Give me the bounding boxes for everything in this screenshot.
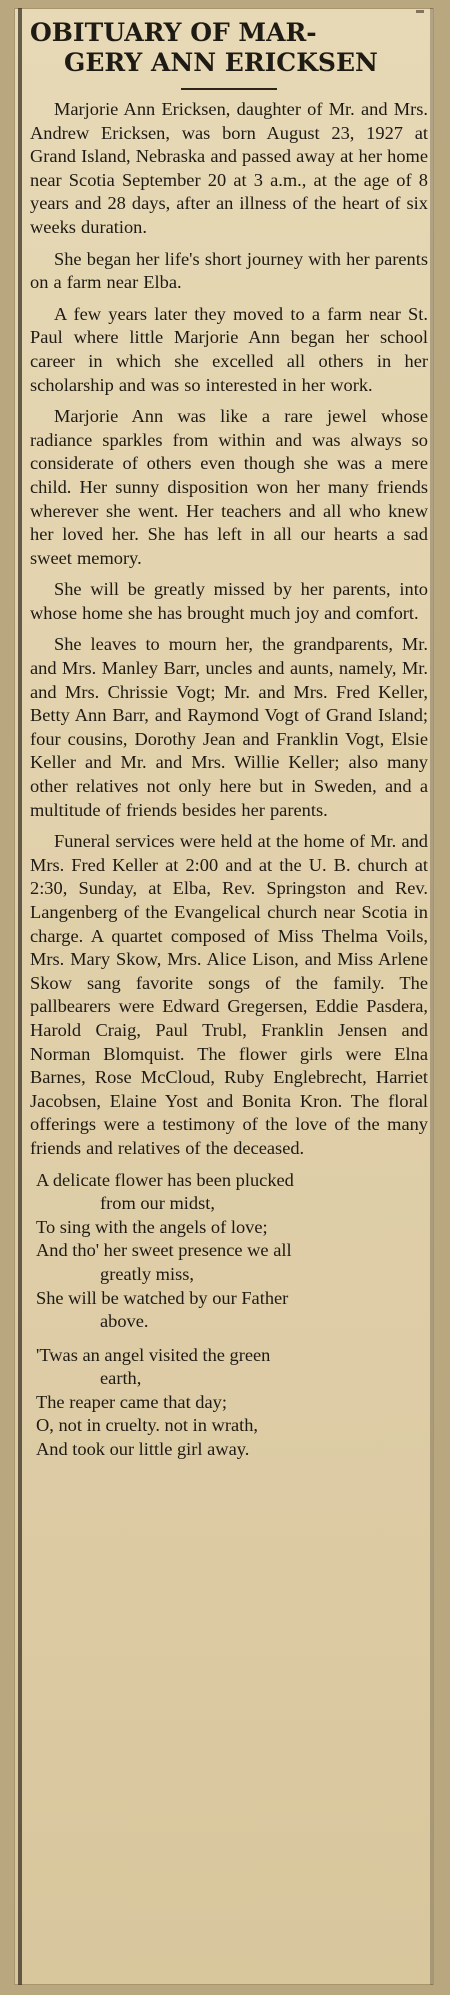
memorial-poem: [30, 1169, 428, 1462]
paragraph-school: A few years later they moved to a farm near St. Paul where little Marjorie Ann began her school career in which she excelled all others in her scholarship and was so interested in her work.: [30, 303, 428, 395]
poem-line: A delicate flower has been plucked: [36, 1169, 294, 1190]
headline-line-2: GERY ANN ERICKSEN: [64, 48, 378, 77]
column-rule-right: [430, 8, 433, 1985]
paragraph-missed: She will be greatly missed by her parents, into whose home she has brought much joy and comfort.: [30, 579, 428, 623]
poem-line: 'Twas an angel visited the green: [36, 1344, 271, 1365]
poem-line: The reaper came that day;: [36, 1391, 227, 1412]
paragraph-early-life: She began her life's short journey with her parents on a farm near Elba.: [30, 248, 428, 293]
paragraph-character: Marjorie Ann was like a rare jewel whose radiance sparkles from within and was always so considerate of others even though she was a mere child. Her sunny disposition won her many friends wherever she went. Her teachers and all who knew her loved her. She has left in all our hearts a sad sweet memory.: [30, 406, 428, 568]
poem-line-continuation: above.: [100, 1311, 149, 1332]
column-rule-left: [18, 8, 22, 1985]
poem-line-continuation: greatly miss,: [100, 1263, 194, 1284]
obituary-article: [30, 12, 428, 1472]
poem-line-continuation: earth,: [100, 1368, 142, 1389]
poem-stanza-1: [30, 1169, 428, 1334]
paragraph-funeral: Funeral services were held at the home of Mr. and Mrs. Fred Keller at 2:00 and at the U. B. church at 2:30, Sunday, at Elba, Rev. Springston and Rev. Langenberg of the Evangelical church near Scotia in charge. A quartet composed of Miss Thelma Voils, Mrs. Mary Skow, Mrs. Alice Lison, and Miss Arlene Skow sang favorite songs of the family. The pallbearers were Edward Gregersen, Eddie Pasdera, Harold Craig, Paul Trubl, Franklin Jensen and Norman Blomquist. The flower girls were Elna Barnes, Rose McCloud, Ruby Englebrecht, Harriet Jacobsen, Elaine Yost and Bonita Kron. The floral offerings were a testimony of the love of the many friends and relatives of the deceased.: [30, 831, 428, 1158]
poem-line-continuation: from our midst,: [100, 1193, 215, 1214]
poem-line: O, not in cruelty. not in wrath,: [36, 1415, 259, 1436]
poem-line: She will be watched by our Father: [36, 1287, 289, 1308]
poem-line: To sing with the angels of love;: [36, 1216, 268, 1237]
headline-line-1: OBITUARY OF MAR-: [30, 18, 317, 47]
headline: [30, 18, 428, 78]
poem-line: And tho' her sweet presence we all: [36, 1240, 292, 1261]
paragraph-survivors: She leaves to mourn her, the grandparents, Mr. and Mrs. Manley Barr, uncles and aunts, namely, Mr. and Mrs. Chrissie Vogt; Mr. and Mrs. Fred Keller, Betty Ann Barr, and Raymond Vogt of Grand Island; four cousins, Dorothy Jean and Franklin Vogt, Elsie Keller and Mr. and Mrs. Willie Keller; also many other relatives not only here but in Sweden, and a multitude of friends besides her parents.: [30, 634, 428, 820]
headline-divider: [181, 88, 277, 90]
poem-stanza-2: [30, 1344, 428, 1462]
poem-line: And took our little girl away.: [36, 1439, 250, 1460]
paragraph-birth: Marjorie Ann Ericksen, daughter of Mr. and Mrs. Andrew Ericksen, was born August 23, 1927 at Grand Island, Nebraska and passed away at her home near Scotia September 20 at 3 a.m., at the age of 8 years and 28 days, after an illness of the heart of six weeks duration.: [30, 99, 428, 237]
